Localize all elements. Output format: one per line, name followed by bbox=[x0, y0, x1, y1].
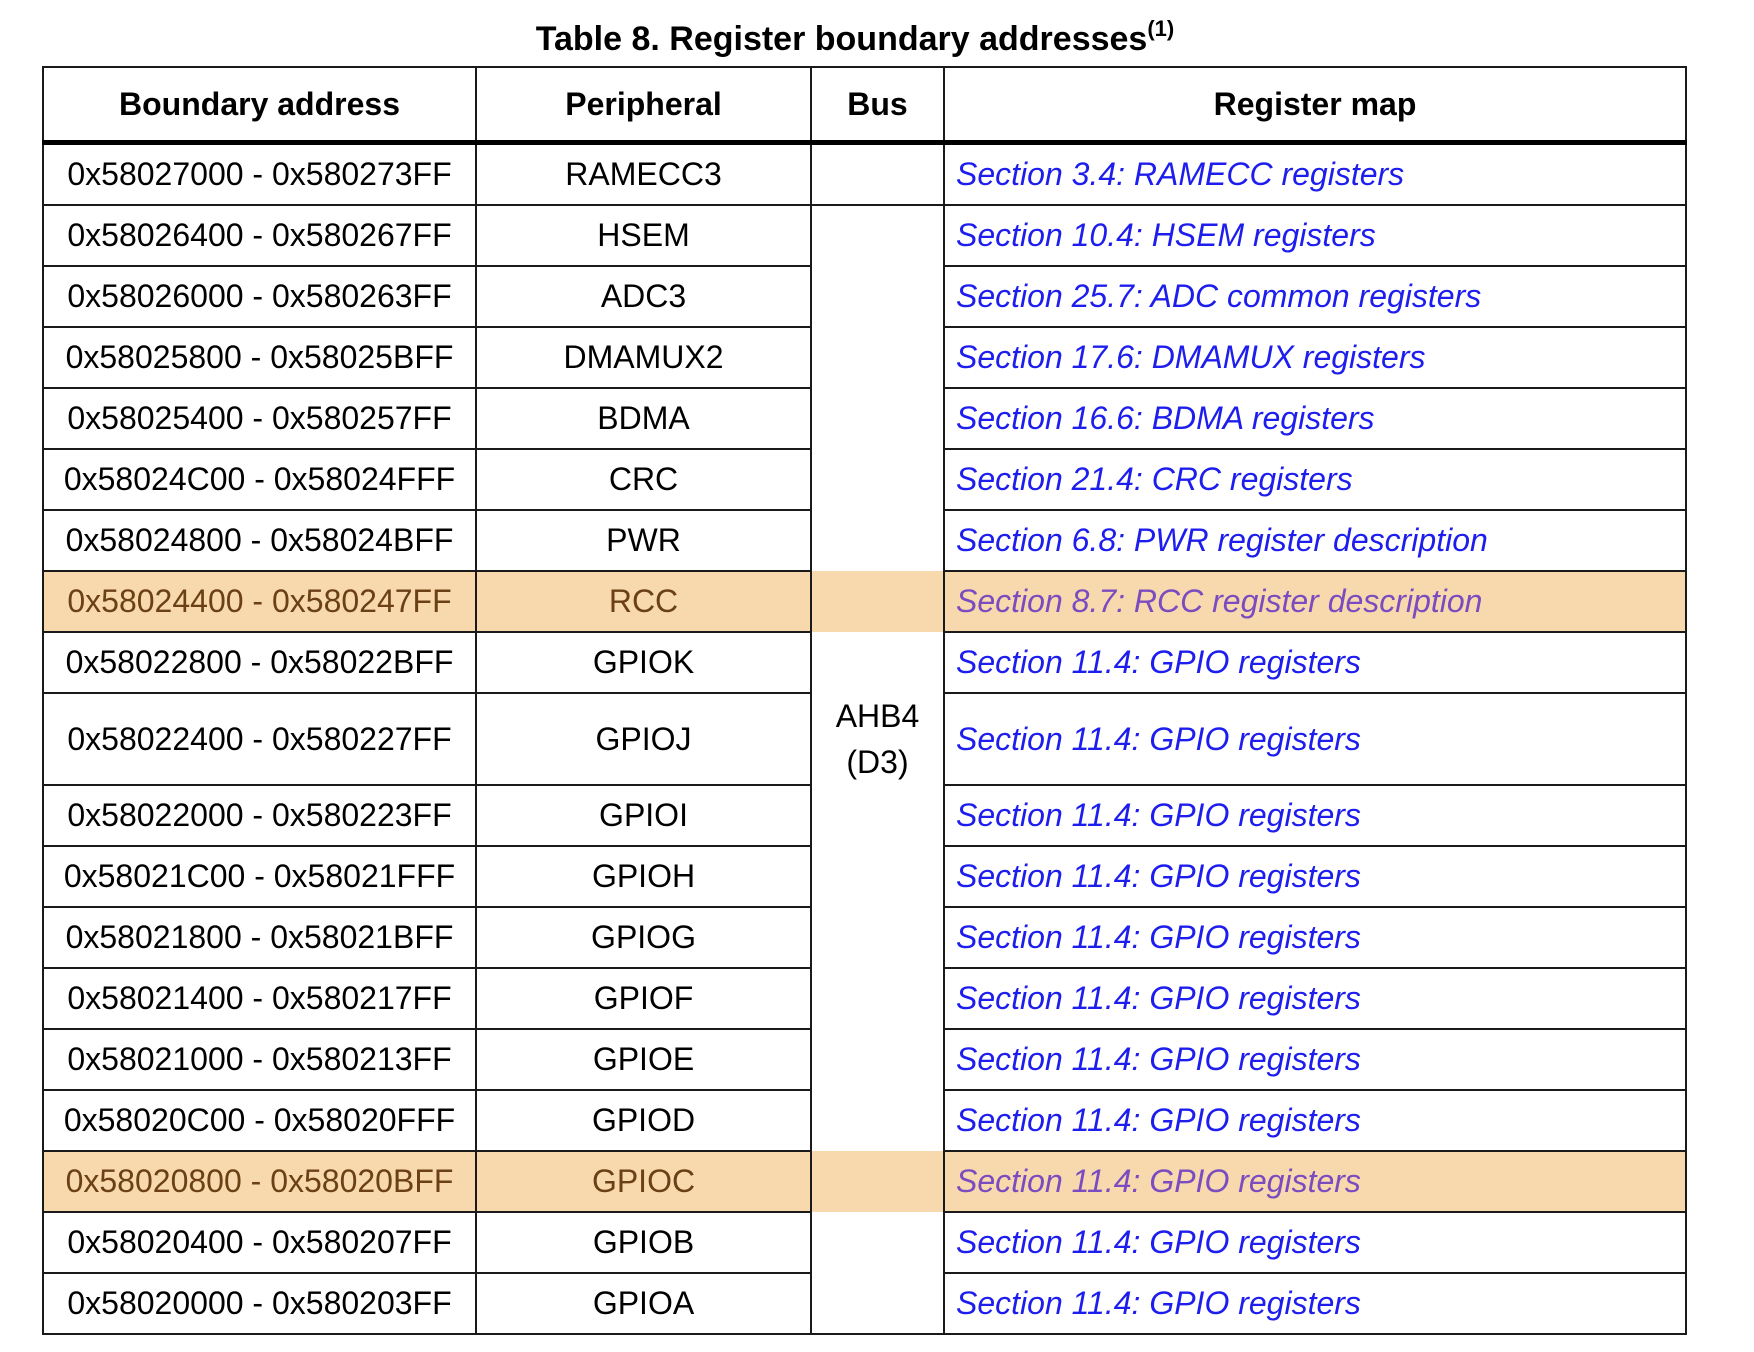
register-map-link[interactable]: Section 11.4: GPIO registers bbox=[944, 1212, 1686, 1273]
boundary-address-cell: 0x58022400 - 0x580227FF bbox=[43, 693, 476, 785]
peripheral-cell: GPIOE bbox=[476, 1029, 811, 1090]
boundary-address-cell: 0x58024800 - 0x58024BFF bbox=[43, 510, 476, 571]
peripheral-cell: PWR bbox=[476, 510, 811, 571]
bus-label-line2: (D3) bbox=[846, 744, 909, 780]
bus-cell bbox=[811, 327, 944, 388]
bus-cell bbox=[811, 1029, 944, 1090]
register-map-link[interactable]: Section 8.7: RCC register description bbox=[944, 571, 1686, 632]
register-map-link[interactable]: Section 11.4: GPIO registers bbox=[944, 1273, 1686, 1334]
bus-cell bbox=[811, 510, 944, 571]
register-map-link[interactable]: Section 11.4: GPIO registers bbox=[944, 907, 1686, 968]
table-row bbox=[43, 205, 1686, 266]
register-map-link[interactable]: Section 11.4: GPIO registers bbox=[944, 1090, 1686, 1151]
boundary-address-cell: 0x58020000 - 0x580203FF bbox=[43, 1273, 476, 1334]
bus-cell bbox=[811, 388, 944, 449]
table-row bbox=[43, 510, 1686, 571]
bus-cell bbox=[811, 693, 944, 785]
register-map-link[interactable]: Section 11.4: GPIO registers bbox=[944, 1151, 1686, 1212]
table-row bbox=[43, 1029, 1686, 1090]
register-map-link[interactable]: Section 16.6: BDMA registers bbox=[944, 388, 1686, 449]
boundary-address-cell: 0x58022800 - 0x58022BFF bbox=[43, 632, 476, 693]
peripheral-cell: GPIOB bbox=[476, 1212, 811, 1273]
bus-cell bbox=[811, 143, 944, 206]
column-header-peripheral: Peripheral bbox=[476, 67, 811, 143]
boundary-address-cell: 0x58021000 - 0x580213FF bbox=[43, 1029, 476, 1090]
boundary-address-cell: 0x58026400 - 0x580267FF bbox=[43, 205, 476, 266]
bus-cell bbox=[811, 1212, 944, 1273]
boundary-address-cell: 0x58020400 - 0x580207FF bbox=[43, 1212, 476, 1273]
footnote-reference[interactable]: (1) bbox=[1147, 16, 1175, 41]
peripheral-cell: RCC bbox=[476, 571, 811, 632]
table-body bbox=[43, 143, 1686, 1335]
register-map-link[interactable]: Section 10.4: HSEM registers bbox=[944, 205, 1686, 266]
table-row bbox=[43, 1273, 1686, 1334]
register-map-link[interactable]: Section 11.4: GPIO registers bbox=[944, 632, 1686, 693]
table-row bbox=[43, 266, 1686, 327]
boundary-address-cell: 0x58024C00 - 0x58024FFF bbox=[43, 449, 476, 510]
peripheral-cell: RAMECC3 bbox=[476, 143, 811, 206]
bus-cell bbox=[811, 907, 944, 968]
register-map-link[interactable]: Section 3.4: RAMECC registers bbox=[944, 143, 1686, 206]
bus-cell bbox=[811, 968, 944, 1029]
peripheral-cell: GPIOI bbox=[476, 785, 811, 846]
column-header-bus: Bus bbox=[811, 67, 944, 143]
table-row bbox=[43, 327, 1686, 388]
peripheral-cell: GPIOD bbox=[476, 1090, 811, 1151]
register-map-link[interactable]: Section 11.4: GPIO registers bbox=[944, 693, 1686, 785]
bus-cell bbox=[811, 571, 944, 632]
table-row bbox=[43, 1151, 1686, 1212]
peripheral-cell: GPIOA bbox=[476, 1273, 811, 1334]
peripheral-cell: GPIOK bbox=[476, 632, 811, 693]
bus-label-line1: AHB4 bbox=[835, 698, 920, 734]
boundary-address-cell: 0x58022000 - 0x580223FF bbox=[43, 785, 476, 846]
peripheral-cell: GPIOG bbox=[476, 907, 811, 968]
peripheral-cell: DMAMUX2 bbox=[476, 327, 811, 388]
register-map-link[interactable]: Section 11.4: GPIO registers bbox=[944, 846, 1686, 907]
column-header-register-map: Register map bbox=[944, 67, 1686, 143]
bus-cell bbox=[811, 846, 944, 907]
table-title: Table 8. Register boundary addresses bbox=[535, 20, 1148, 58]
boundary-address-cell: 0x58020800 - 0x58020BFF bbox=[43, 1151, 476, 1212]
peripheral-cell: GPIOH bbox=[476, 846, 811, 907]
peripheral-cell: HSEM bbox=[476, 205, 811, 266]
table-row bbox=[43, 1212, 1686, 1273]
boundary-address-cell: 0x58024400 - 0x580247FF bbox=[43, 571, 476, 632]
table-caption bbox=[0, 14, 1710, 64]
register-map-link[interactable]: Section 17.6: DMAMUX registers bbox=[944, 327, 1686, 388]
bus-cell bbox=[811, 205, 944, 266]
boundary-address-cell: 0x58021400 - 0x580217FF bbox=[43, 968, 476, 1029]
table-row bbox=[43, 388, 1686, 449]
boundary-address-cell: 0x58021C00 - 0x58021FFF bbox=[43, 846, 476, 907]
peripheral-cell: GPIOF bbox=[476, 968, 811, 1029]
peripheral-cell: ADC3 bbox=[476, 266, 811, 327]
bus-cell bbox=[811, 266, 944, 327]
bus-cell bbox=[811, 449, 944, 510]
boundary-address-cell: 0x58025400 - 0x580257FF bbox=[43, 388, 476, 449]
table-row bbox=[43, 449, 1686, 510]
table-row bbox=[43, 846, 1686, 907]
table-row bbox=[43, 1090, 1686, 1151]
bus-cell bbox=[811, 1151, 944, 1212]
peripheral-cell: GPIOC bbox=[476, 1151, 811, 1212]
table-row bbox=[43, 968, 1686, 1029]
peripheral-cell: GPIOJ bbox=[476, 693, 811, 785]
register-map-link[interactable]: Section 11.4: GPIO registers bbox=[944, 785, 1686, 846]
bus-cell bbox=[811, 632, 944, 693]
register-boundary-table bbox=[42, 66, 1687, 1335]
table-header-row bbox=[43, 67, 1686, 143]
table-row bbox=[43, 693, 1686, 785]
table-row bbox=[43, 143, 1686, 206]
bus-cell bbox=[811, 1090, 944, 1151]
table-row bbox=[43, 571, 1686, 632]
register-map-link[interactable]: Section 21.4: CRC registers bbox=[944, 449, 1686, 510]
peripheral-cell: CRC bbox=[476, 449, 811, 510]
register-map-link[interactable]: Section 6.8: PWR register description bbox=[944, 510, 1686, 571]
table-row bbox=[43, 785, 1686, 846]
register-map-link[interactable]: Section 11.4: GPIO registers bbox=[944, 1029, 1686, 1090]
boundary-address-cell: 0x58021800 - 0x58021BFF bbox=[43, 907, 476, 968]
register-map-link[interactable]: Section 11.4: GPIO registers bbox=[944, 968, 1686, 1029]
column-header-boundary-address: Boundary address bbox=[43, 67, 476, 143]
bus-cell bbox=[811, 785, 944, 846]
register-map-link[interactable]: Section 25.7: ADC common registers bbox=[944, 266, 1686, 327]
peripheral-cell: BDMA bbox=[476, 388, 811, 449]
boundary-address-cell: 0x58026000 - 0x580263FF bbox=[43, 266, 476, 327]
table-row bbox=[43, 907, 1686, 968]
boundary-address-cell: 0x58025800 - 0x58025BFF bbox=[43, 327, 476, 388]
bus-cell bbox=[811, 1273, 944, 1334]
boundary-address-cell: 0x58020C00 - 0x58020FFF bbox=[43, 1090, 476, 1151]
boundary-address-cell: 0x58027000 - 0x580273FF bbox=[43, 143, 476, 206]
table-row bbox=[43, 632, 1686, 693]
